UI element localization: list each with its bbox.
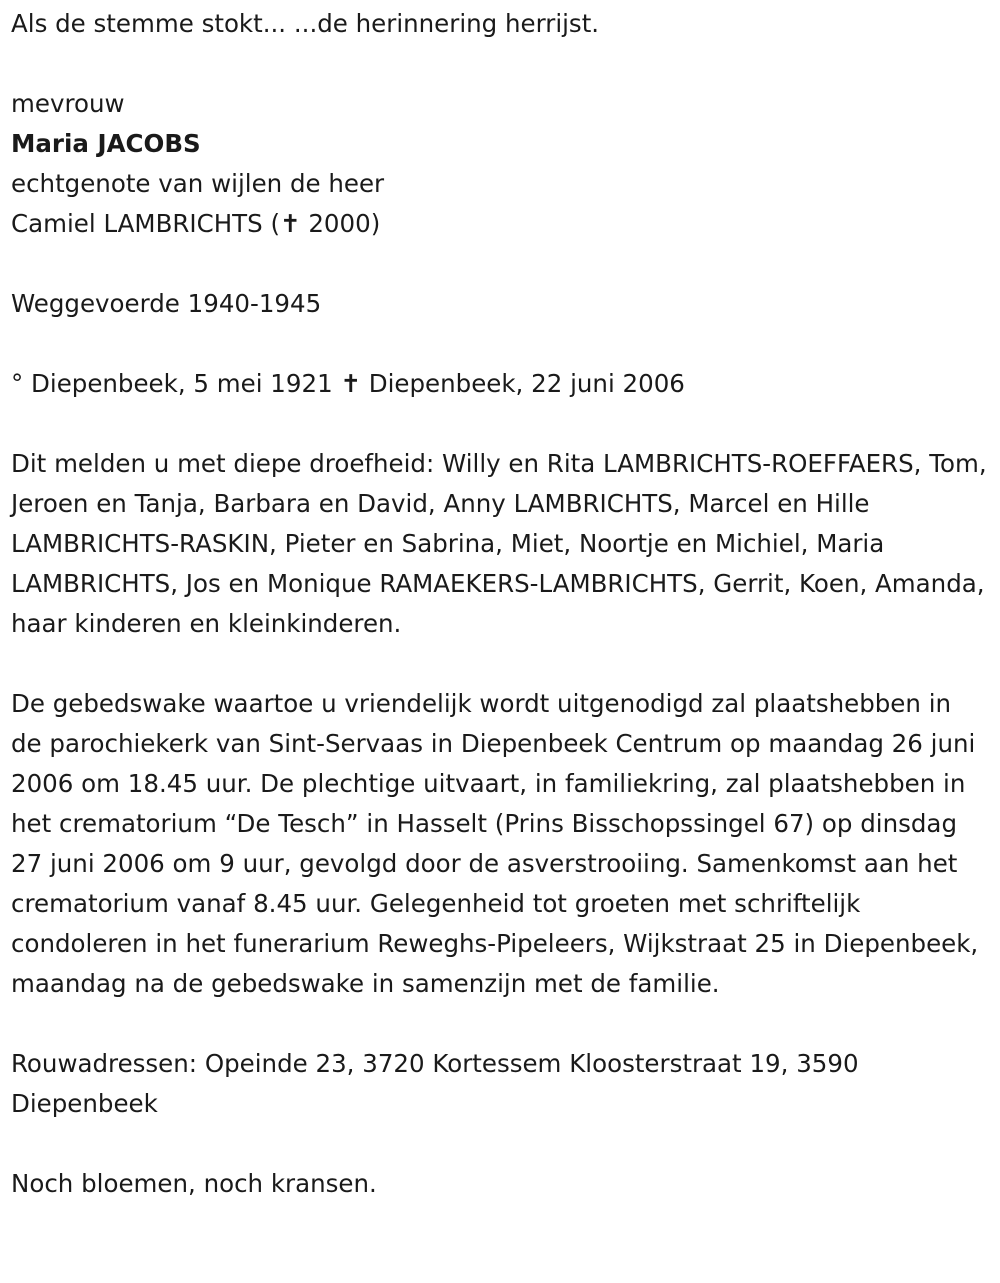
honorific: mevrouw <box>11 89 125 118</box>
deceased-name: Maria JACOBS <box>11 129 201 158</box>
ceremony-details: De gebedswake waartoe u vriendelijk wordt uitgenodigd zal plaatshebben in de parochiekerk van Sint-Servaas in Diepenbeek Centrum op maandag 26 juni 2006 om 18.45 uur. De plechtige uitvaart, in familiekring, zal plaatshebben in het crematorium “De Tesch” in Hasselt (Prins Bisschopssingel 67) op dinsdag 27 juni 2006 om 9 uur, gevolgd door de asverstrooiing. Samenkomst aan het crematorium vanaf 8.45 uur. Gelegenheid tot groeten met schriftelijk condoleren in het funerarium Reweghs-Pipeleers, Wijkstraat 25 in Diepenbeek, maandag na de gebedswake in samenzijn met de familie. <box>11 689 979 998</box>
birth-death-dates: ° Diepenbeek, 5 mei 1921 ✝ Diepenbeek, 22 juni 2006 <box>11 369 685 398</box>
family-announcement: Dit melden u met diepe droefheid: Willy en Rita LAMBRICHTS-ROEFFAERS, Tom, Jeroen en Tanja, Barbara en David, Anny LAMBRICHTS, Marcel en Hille LAMBRICHTS-RASKIN, Pieter en Sabrina, Miet, Noortje en Michiel, Maria LAMBRICHTS, Jos en Monique RAMAEKERS-LAMBRICHTS, Gerrit, Koen, Amanda, haar kinderen en kleinkinderen. <box>11 449 987 638</box>
relation-text: echtgenote van wijlen de heer <box>11 169 385 198</box>
closing-note: Noch bloemen, noch kransen. <box>11 1169 377 1198</box>
deported-note: Weggevoerde 1940-1945 <box>11 289 322 318</box>
spouse-name: Camiel LAMBRICHTS (✝ 2000) <box>11 209 381 238</box>
opening-line: Als de stemme stokt... ...de herinnering herrijst. <box>11 9 600 38</box>
condolence-addresses: Rouwadressen: Opeinde 23, 3720 Kortessem Kloosterstraat 19, 3590 Diepenbeek <box>11 1049 859 1118</box>
